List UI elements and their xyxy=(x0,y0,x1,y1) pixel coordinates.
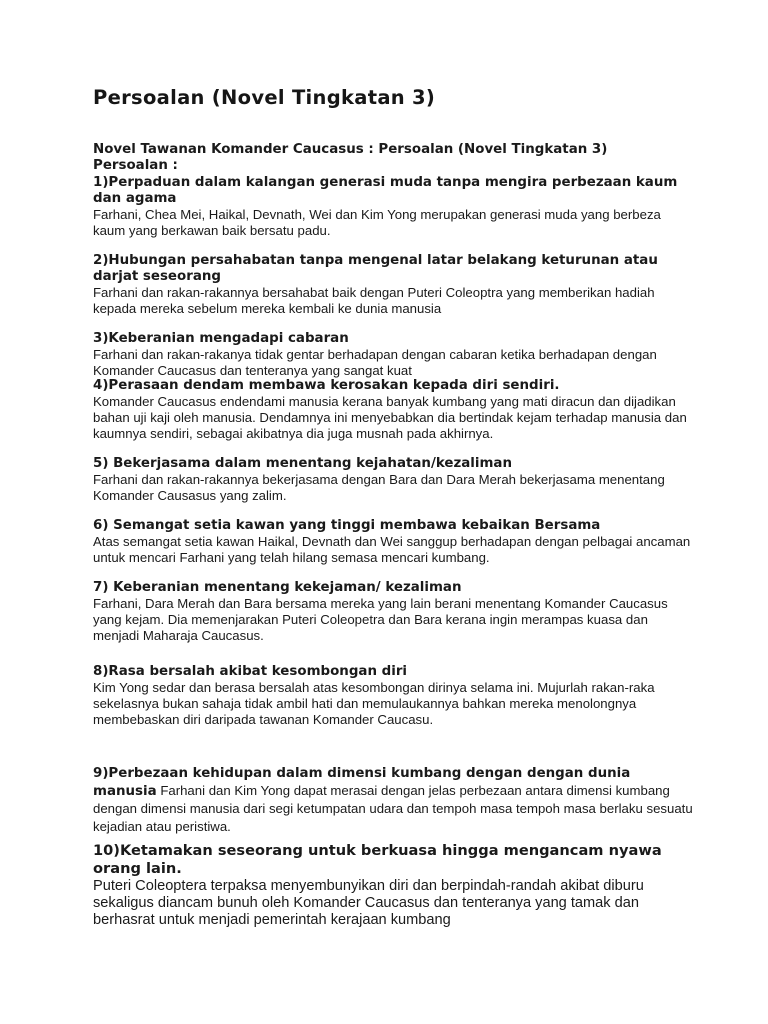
section-7 xyxy=(93,580,693,644)
section-2 xyxy=(93,253,693,317)
section-8 xyxy=(93,664,693,728)
section-heading: 8)Rasa bersalah akibat kesombongan diri xyxy=(93,664,408,679)
section-heading: 10)Ketamakan seseorang untuk berkuasa hingga mengancam nyawa orang lain. xyxy=(93,842,662,877)
section-heading: 3)Keberanian mengadapi cabaran xyxy=(93,331,349,346)
intro-block xyxy=(93,142,693,174)
section-4 xyxy=(93,378,693,442)
section-heading: 7) Keberanian menentang kekejaman/ kezaliman xyxy=(93,580,462,595)
intro-label: Persoalan : xyxy=(93,158,178,173)
section-heading: 9)Perbezaan kehidupan dalam dimensi kumbang dengan dengan dunia manusia xyxy=(93,766,631,799)
section-9 xyxy=(93,764,693,836)
section-1 xyxy=(93,175,693,239)
section-heading: 2)Hubungan persahabatan tanpa mengenal latar belakang keturunan atau darjat seseorang xyxy=(93,253,658,284)
section-body: Farhani dan Kim Yong dapat merasai dengan jelas perbezaan antara dimensi kumbang dengan dimensi manusia dari segi ketumpatan udara dan tempoh masa tempoh masa berlaku sesuatu kejadian atau peristiwa. xyxy=(93,783,693,834)
section-10 xyxy=(93,842,693,929)
section-body: Atas semangat setia kawan Haikal, Devnath dan Wei sanggup berhadapan dengan pelbagai ancaman untuk mencari Farhani yang telah hilang semasa mencari kumbang. xyxy=(93,534,691,565)
section-body: Komander Caucasus endendami manusia kerana banyak kumbang yang mati diracun dan dijadikan bahan uji kaji oleh manusia. Dendamnya ini menyebabkan dia bertindak kejam terhadap manusia dan kaumnya sendiri, sebagai akibatnya dia juga musnah pada akhirnya. xyxy=(93,394,687,441)
section-heading: 1)Perpaduan dalam kalangan generasi muda tanpa mengira perbezaan kaum dan agama xyxy=(93,175,678,206)
section-5 xyxy=(93,456,693,504)
section-6 xyxy=(93,518,693,566)
page-title: Persoalan (Novel Tingkatan 3) xyxy=(93,86,436,109)
section-heading: 4)Perasaan dendam membawa kerosakan kepada diri sendiri. xyxy=(93,378,560,393)
section-heading: 5) Bekerjasama dalam menentang kejahatan/kezaliman xyxy=(93,456,513,471)
section-body: Puteri Coleoptera terpaksa menyembunyikan diri dan berpindah-randah akibat diburu sekaligus diancam bunuh oleh Komander Caucasus dan tenteranya yang tamak dan berhasrat untuk menjadi pemerintah kerajaan kumbang xyxy=(93,878,644,928)
section-3 xyxy=(93,331,693,379)
section-body: Farhani, Dara Merah dan Bara bersama mereka yang lain berani menentang Komander Caucasus yang kejam. Dia memenjarakan Puteri Coleopetra dan Bara kerana ingin merampas kuasa dan menjadi Maharaja Caucasus. xyxy=(93,596,668,643)
section-body: Farhani dan rakan-rakannya bersahabat baik dengan Puteri Coleoptra yang memberikan hadiah kepada mereka sebelum mereka kembali ke dunia manusia xyxy=(93,285,655,316)
section-heading: 6) Semangat setia kawan yang tinggi membawa kebaikan Bersama xyxy=(93,518,601,533)
section-body: Kim Yong sedar dan berasa bersalah atas kesombongan dirinya selama ini. Mujurlah rakan-raka sekelasnya bukan sahaja tidak ambil hati dan memulaukannya bahkan mereka menolongnya membebaskan diri daripada tawanan Komander Caucasu. xyxy=(93,680,655,727)
section-body: Farhani, Chea Mei, Haikal, Devnath, Wei dan Kim Yong merupakan generasi muda yang berbeza kaum yang berkawan baik bersatu padu. xyxy=(93,207,661,238)
section-body: Farhani dan rakan-rakannya bekerjasama dengan Bara dan Dara Merah bekerjasama menentang Komander Causasus yang zalim. xyxy=(93,472,665,503)
section-body: Farhani dan rakan-rakanya tidak gentar berhadapan dengan cabaran ketika berhadapan dengan Komander Caucasus dan tenteranya yang sangat kuat xyxy=(93,347,657,378)
intro-subtitle: Novel Tawanan Komander Caucasus : Persoalan (Novel Tingkatan 3) xyxy=(93,142,608,157)
